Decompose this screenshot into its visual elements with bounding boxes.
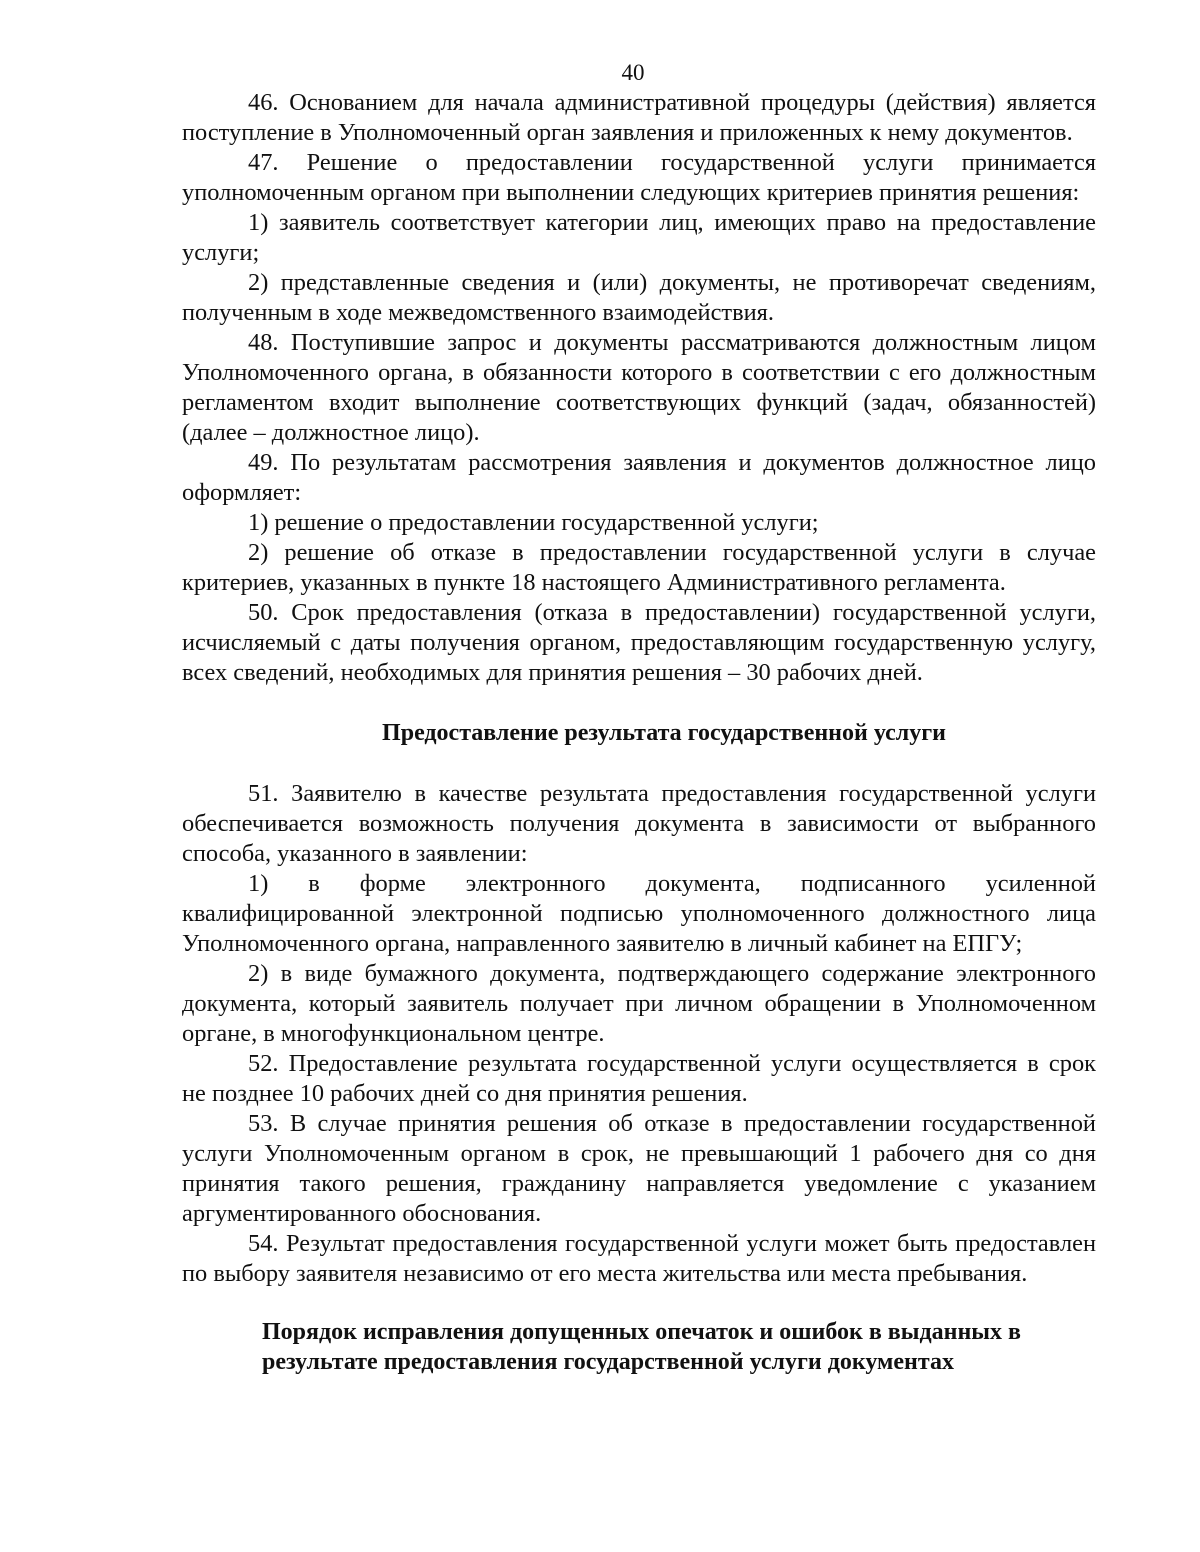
paragraph-52: 52. Предоставление результата государственной услуги осуществляется в срок не позднее 10 рабочих дней со дня принятия решения. [182,1050,1096,1107]
section-heading-result: Предоставление результата государственной услуги [382,720,946,746]
paragraph-51-item-2: 2) в виде бумажного документа, подтверждающего содержание электронного документа, который заявитель получает при личном обращении в Уполномоченном органе, в многофункциональном центре. [182,960,1096,1047]
paragraph-49-item-2: 2) решение об отказе в предоставлении государственной услуги в случае критериев, указанных в пункте 18 настоящего Административного регламента. [182,539,1096,596]
paragraph-53: 53. В случае принятия решения об отказе в предоставлении государственной услуги Уполномоченным органом в срок, не превышающий 1 рабочего дня со дня принятия такого решения, гражданину направляется уведомление с указанием аргументированного обоснования. [182,1110,1096,1227]
paragraph-47: 47. Решение о предоставлении государственной услуги принимается уполномоченным органом при выполнении следующих критериев принятия решения: [182,149,1096,206]
paragraph-47-item-2: 2) представленные сведения и (или) документы, не противоречат сведениям, полученным в ходе межведомственного взаимодействия. [182,269,1096,326]
page-number: 40 [621,60,645,85]
paragraph-51-item-1: 1) в форме электронного документа, подписанного усиленной квалифицированной электронной подписью уполномоченного должностного лица Уполномоченного органа, направленного заявителю в личный кабинет на ЕПГУ; [182,870,1096,957]
section-heading-corrections-line-1: Порядок исправления допущенных опечаток и ошибок в выданных в [262,1319,1021,1345]
paragraph-46: 46. Основанием для начала административной процедуры (действия) является поступление в Уполномоченный орган заявления и приложенных к нему документов. [182,89,1096,146]
paragraph-54: 54. Результат предоставления государственной услуги может быть предоставлен по выбору заявителя независимо от его места жительства или места пребывания. [182,1230,1096,1287]
section-heading-corrections [182,1317,1096,1377]
paragraph-50: 50. Срок предоставления (отказа в предоставлении) государственной услуги, исчисляемый с даты получения органом, предоставляющим государственную услугу, всех сведений, необходимых для принятия решения – 30 рабочих дней. [182,599,1096,686]
document-body [182,88,1096,1377]
paragraph-49-item-1: 1) решение о предоставлении государственной услуги; [248,509,819,536]
paragraph-48: 48. Поступившие запрос и документы рассматриваются должностным лицом Уполномоченного органа, в обязанности которого в соответствии с его должностным регламентом входит выполнение соответствующих функций (задач, обязанностей) (далее – должностное лицо). [182,329,1096,446]
section-heading-corrections-line-2: результате предоставления государственной услуги документах [262,1349,954,1375]
paragraph-49: 49. По результатам рассмотрения заявления и документов должностное лицо оформляет: [182,449,1096,506]
paragraph-47-item-1: 1) заявитель соответствует категории лиц, имеющих право на предоставление услуги; [182,209,1096,266]
paragraph-51: 51. Заявителю в качестве результата предоставления государственной услуги обеспечивается возможность получения документа в зависимости от выбранного способа, указанного в заявлении: [182,780,1096,867]
